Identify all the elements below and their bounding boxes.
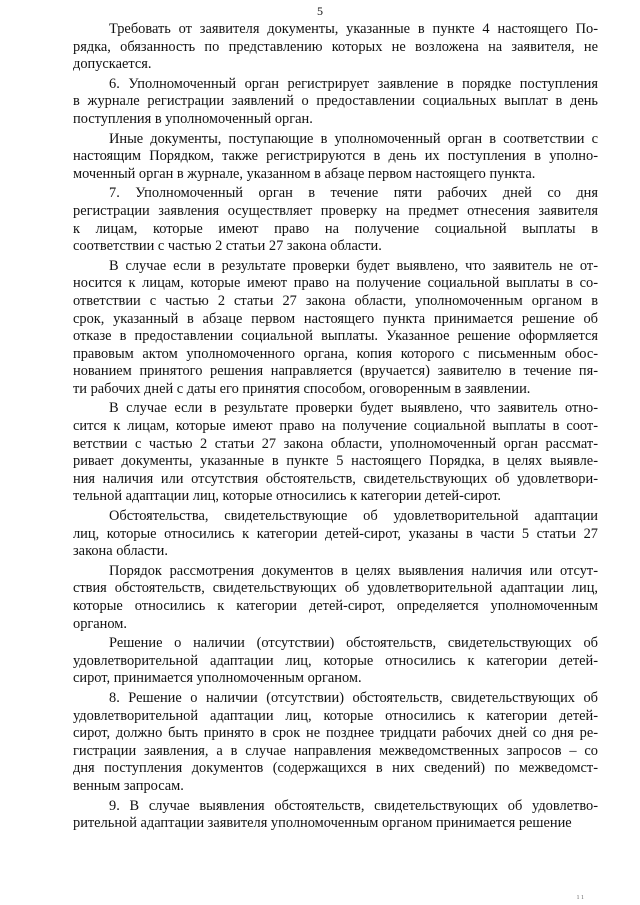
text-line: в журнале регистрации заявлений о предоставлении социальных выплат в день (73, 93, 598, 110)
document-body (73, 21, 598, 835)
text-line: сится к лицам, которые имеют право на получение социальной выплаты в соот- (73, 418, 598, 435)
text-line: моченный орган в журнале, указанном в абзаце первом настоящего пункта. (73, 165, 536, 182)
text-line: Обстоятельства, свидетельствующие об удовлетворительной адаптации (109, 508, 598, 525)
paragraph (73, 798, 598, 833)
text-line: носится к лицам, которые имеют право на получение социальной выплаты в со- (73, 275, 598, 292)
paragraph (73, 508, 598, 561)
text-line: В случае если в результате проверки будет выявлено, что заявитель отно- (109, 400, 598, 417)
text-line: отказе в предоставлении социальной выплаты. Указанное решение оформляется (73, 328, 598, 345)
text-line: рительной адаптации заявителя уполномоченным органом принимается решение (73, 815, 572, 832)
paragraph (73, 131, 598, 184)
corner-mark: 1 1 (576, 895, 584, 901)
text-line: ривает документы, указанные в пункте 5 настоящего Порядка, в целях выявле- (73, 453, 598, 470)
text-line: 8. Решение о наличии (отсутствии) обстоятельств, свидетельствующих об (109, 689, 598, 706)
text-line: 9. В случае выявления обстоятельств, свидетельствующих об удовлетво- (109, 797, 598, 814)
paragraph (73, 635, 598, 688)
text-line: венным запросам. (73, 777, 184, 794)
paragraph (73, 563, 598, 633)
text-line: ния наличия или отсутствия обстоятельств, свидетельствующих об удовлетвори- (73, 470, 598, 487)
paragraph (73, 400, 598, 506)
text-line: поступления в уполномоченный орган. (73, 110, 313, 127)
text-line: гистрации заявления, а в случае направления межведомственных запросов – со (73, 742, 598, 759)
text-line: В случае если в результате проверки будет выявлено, что заявитель не от- (109, 257, 598, 274)
text-line: удовлетворительной адаптации лиц, которые относились к категории детей- (73, 652, 598, 669)
text-line: соответствии с частью 2 статьи 27 закона области. (73, 238, 382, 255)
text-line: которые относились к категории детей-сирот, определяется уполномоченным (73, 598, 598, 614)
text-line: Решение о наличии (отсутствии) обстоятельств, свидетельствующих об (109, 635, 598, 652)
text-line: допускается. (73, 56, 152, 73)
text-line: удовлетворительной адаптации лиц, которые относились к категории детей- (73, 707, 598, 724)
text-line: рядка, обязанность по представлению которых не возложена на заявителя, не (73, 38, 598, 55)
paragraph (73, 76, 598, 129)
text-line: Требовать от заявителя документы, указанные в пункте 4 настоящего По- (109, 21, 598, 37)
text-line: сирот, должно быть принято в срок не позднее тридцати рабочих дней со дня ре- (73, 725, 598, 742)
text-line: настоящим Порядком, также регистрируются в день их поступления в уполно- (73, 148, 598, 165)
text-line: регистрации заявления осуществляет проверку на предмет отнесения заявителя (73, 202, 598, 219)
text-line: нованием принятого решения направляется (вручается) заявителю в течение пя- (73, 363, 598, 380)
text-line: ответствии с частью 2 статьи 27 закона области, уполномоченным органом в (73, 292, 598, 309)
text-line: ти рабочих дней с даты его принятия способом, оговоренным в заявлении. (73, 380, 531, 397)
text-line: закона области. (73, 543, 168, 560)
paragraph (73, 21, 598, 74)
page-number: 5 (317, 4, 323, 18)
text-line: ствия обстоятельств, свидетельствующих об удовлетворительной адаптации лиц, (73, 580, 598, 597)
text-line: дня поступления документов (содержащихся в них сведений) по межведомст- (73, 760, 598, 777)
text-line: Порядок рассмотрения документов в целях выявления наличия или отсут- (109, 562, 598, 579)
text-line: к лицам, которые имеют право на получение социальной выплаты в (73, 220, 598, 237)
text-line: 6. Уполномоченный орган регистрирует заявление в порядке поступления (109, 75, 598, 92)
text-line: сирот, принимается уполномоченным органом. (73, 670, 362, 687)
text-line: лиц, которые относились к категории детей-сирот, указаны в части 5 статьи 27 (73, 525, 598, 542)
text-line: 7. Уполномоченный орган в течение пяти рабочих дней со дня (109, 185, 598, 202)
paragraph (73, 185, 598, 255)
text-line: срок, указанный в абзаце первом настоящего пункта принимается решение об (73, 310, 598, 327)
text-line: органом. (73, 615, 128, 632)
text-line: Иные документы, поступающие в уполномоченный орган в соответствии с (109, 130, 598, 147)
paragraph (73, 690, 598, 796)
text-line: тельной адаптации лиц, которые относились к категории детей-сирот. (73, 488, 501, 505)
paragraph (73, 258, 598, 399)
text-line: правовым актом уполномоченного органа, копия которого с письменным обос- (73, 345, 598, 362)
text-line: ветствии с частью 2 статьи 27 закона области, уполномоченный орган рассмат- (73, 435, 598, 452)
